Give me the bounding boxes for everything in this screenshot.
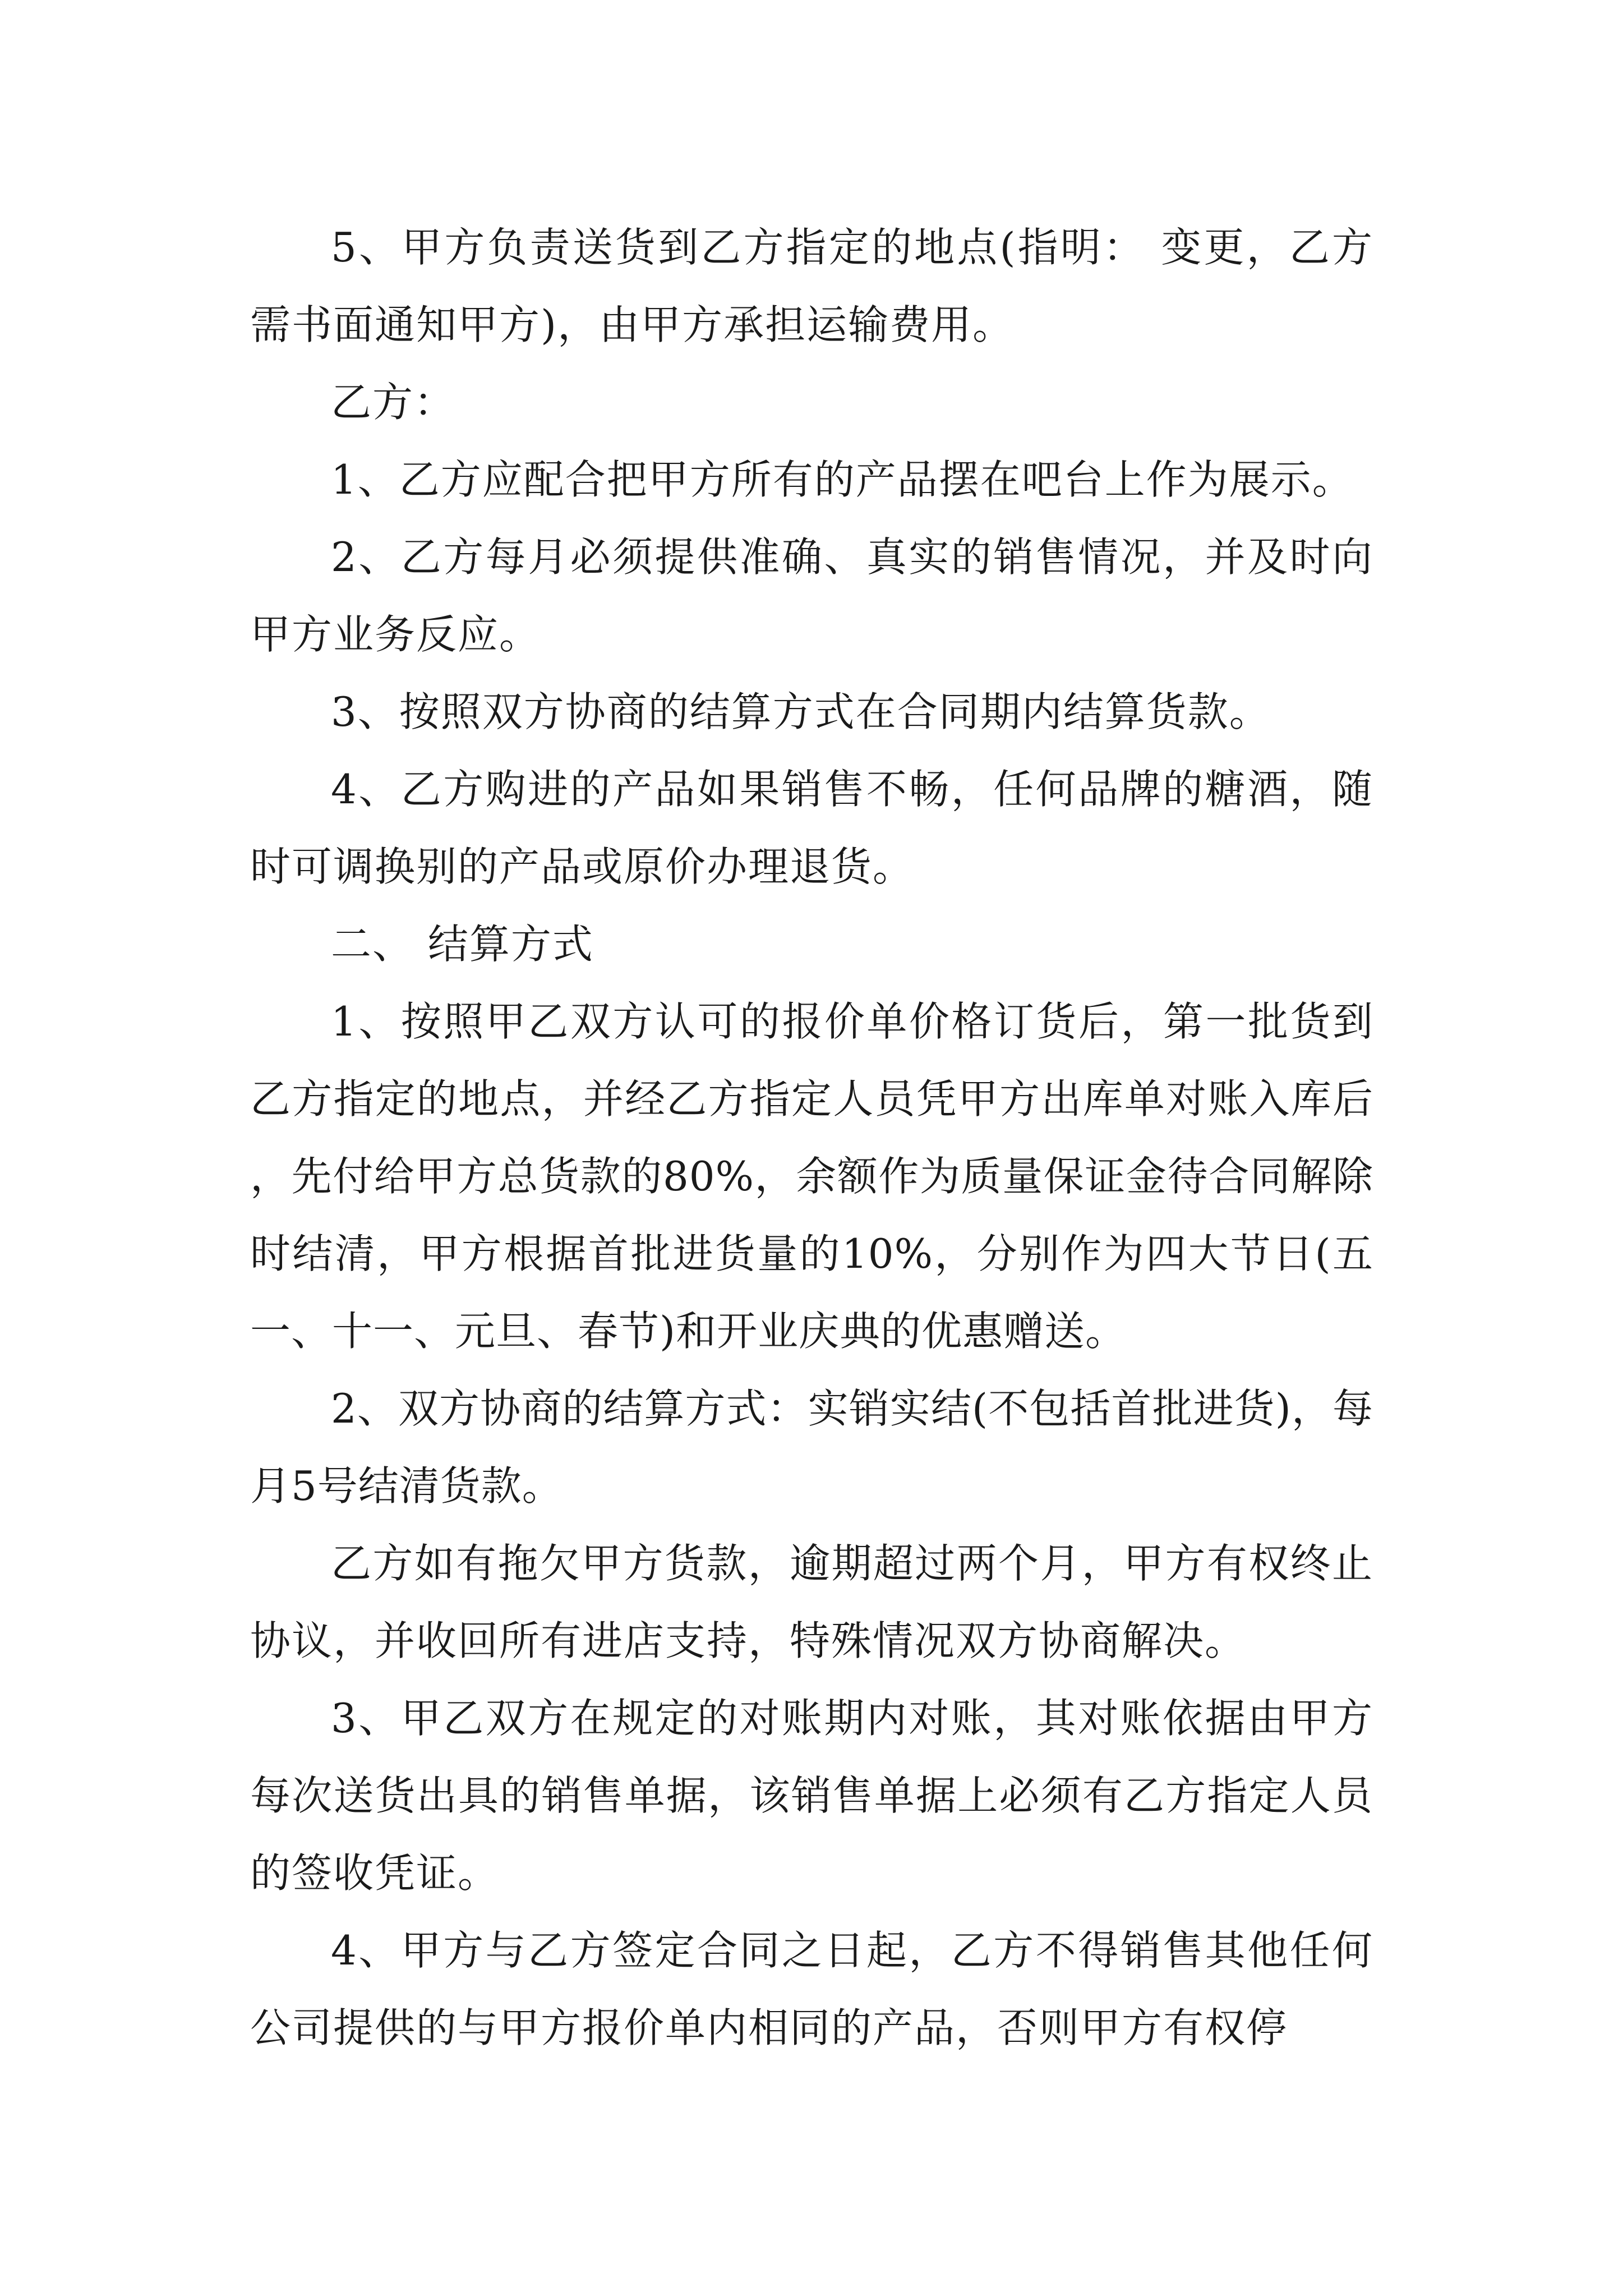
paragraph-reconciliation-clause: 3、甲乙双方在规定的对账期内对账，其对账依据由甲方每次送货出具的销售单据，该销售单据上必须有乙方指定人员的签收凭证。: [250, 1695, 1373, 1897]
paragraph-settlement-method-clause: 2、双方协商的结算方式：实销实结(不包括首批进货)，每月5号结清货款。: [250, 1385, 1373, 1510]
paragraph-exchange-clause: 4、乙方购进的产品如果销售不畅，任何品牌的糖酒，随时可调换别的产品或原价办理退货。: [250, 766, 1373, 890]
paragraph-settle-in-term-clause: 3、按照双方协商的结算方式在合同期内结算货款。: [331, 688, 1271, 735]
paragraph-first-batch-clause: 1、按照甲乙双方认可的报价单价格订货后，第一批货到乙方指定的地点，并经乙方指定人员凭甲方出库单对账入库后，先付给甲方总货款的80%，余额作为质量保证金待合同解除时结清，甲方根据首批进货量的10%，分别作为四大节日(五一、十一、元旦、春节)和开业庆典的优惠赠送。: [250, 998, 1373, 1355]
section-heading-settlement: 二、 结算方式: [331, 921, 594, 968]
paragraph-sales-report-clause: 2、乙方每月必须提供准确、真实的销售情况，并及时向甲方业务反应。: [250, 533, 1373, 658]
paragraph-overdue-clause: 乙方如有拖欠甲方货款，逾期超过两个月，甲方有权终止协议，并收回所有进店支持，特殊情况双方协商解决。: [250, 1540, 1373, 1664]
paragraph-delivery-clause: 5、甲方负责送货到乙方指定的地点(指明： 变更，乙方需书面通知甲方)，由甲方承担运输费用。: [250, 224, 1373, 348]
document-body: [250, 209, 1373, 2067]
paragraph-exclusivity-clause: 4、甲方与乙方签定合同之日起，乙方不得销售其他任何公司提供的与甲方报价单内相同的产品，否则甲方有权停: [250, 1927, 1373, 2051]
paragraph-display-clause: 1、乙方应配合把甲方所有的产品摆在吧台上作为展示。: [331, 456, 1354, 503]
paragraph-party-b-heading: 乙方：: [331, 379, 456, 426]
